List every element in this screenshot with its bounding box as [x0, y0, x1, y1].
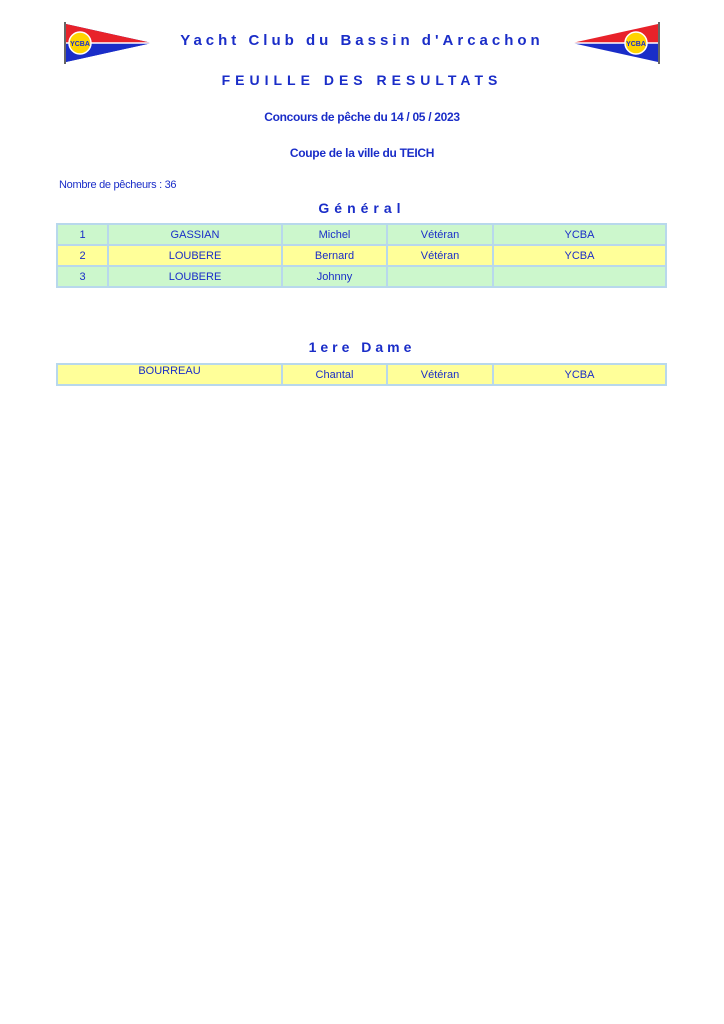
rank-cell: 2: [57, 245, 108, 266]
table-row: [57, 245, 666, 266]
general-results-table: [56, 223, 667, 288]
sheet-title: FEUILLE DES RESULTATS: [221, 72, 503, 88]
last-name-cell: GASSIAN: [108, 224, 282, 245]
club-title: Yacht Club du Bassin d'Arcachon: [180, 32, 544, 49]
category-cell: Vétéran: [387, 245, 493, 266]
fishers-count: Nombre de pêcheurs : 36: [59, 179, 177, 191]
first-lady-section-title: 1ere Dame: [308, 339, 416, 355]
club-cell: [493, 266, 666, 287]
first-name-cell: Chantal: [282, 364, 387, 385]
general-section-title: Général: [318, 200, 406, 216]
last-name-cell: LOUBERE: [108, 266, 282, 287]
category-cell: Vétéran: [387, 364, 493, 385]
rank-cell: 3: [57, 266, 108, 287]
contest-title: Concours de pêche du 14 / 05 / 2023: [264, 110, 460, 124]
ycba-logo-text: YCBA: [626, 41, 646, 48]
rank-cell: 1: [57, 224, 108, 245]
ycba-logo-text: YCBA: [70, 41, 90, 48]
first-name-cell: Johnny: [282, 266, 387, 287]
first-name-cell: Bernard: [282, 245, 387, 266]
table-row: [57, 266, 666, 287]
category-cell: Vétéran: [387, 224, 493, 245]
last-name-text: BOURREAU: [138, 364, 201, 377]
club-cell: YCBA: [493, 364, 666, 385]
club-cell: YCBA: [493, 224, 666, 245]
last-name-cell: [57, 364, 282, 385]
last-name-cell: LOUBERE: [108, 245, 282, 266]
cup-title: Coupe de la ville du TEICH: [289, 146, 435, 160]
first-name-cell: Michel: [282, 224, 387, 245]
category-cell: [387, 266, 493, 287]
club-cell: YCBA: [493, 245, 666, 266]
table-row: [57, 364, 666, 385]
first-lady-results-table: [56, 363, 667, 386]
table-row: [57, 224, 666, 245]
